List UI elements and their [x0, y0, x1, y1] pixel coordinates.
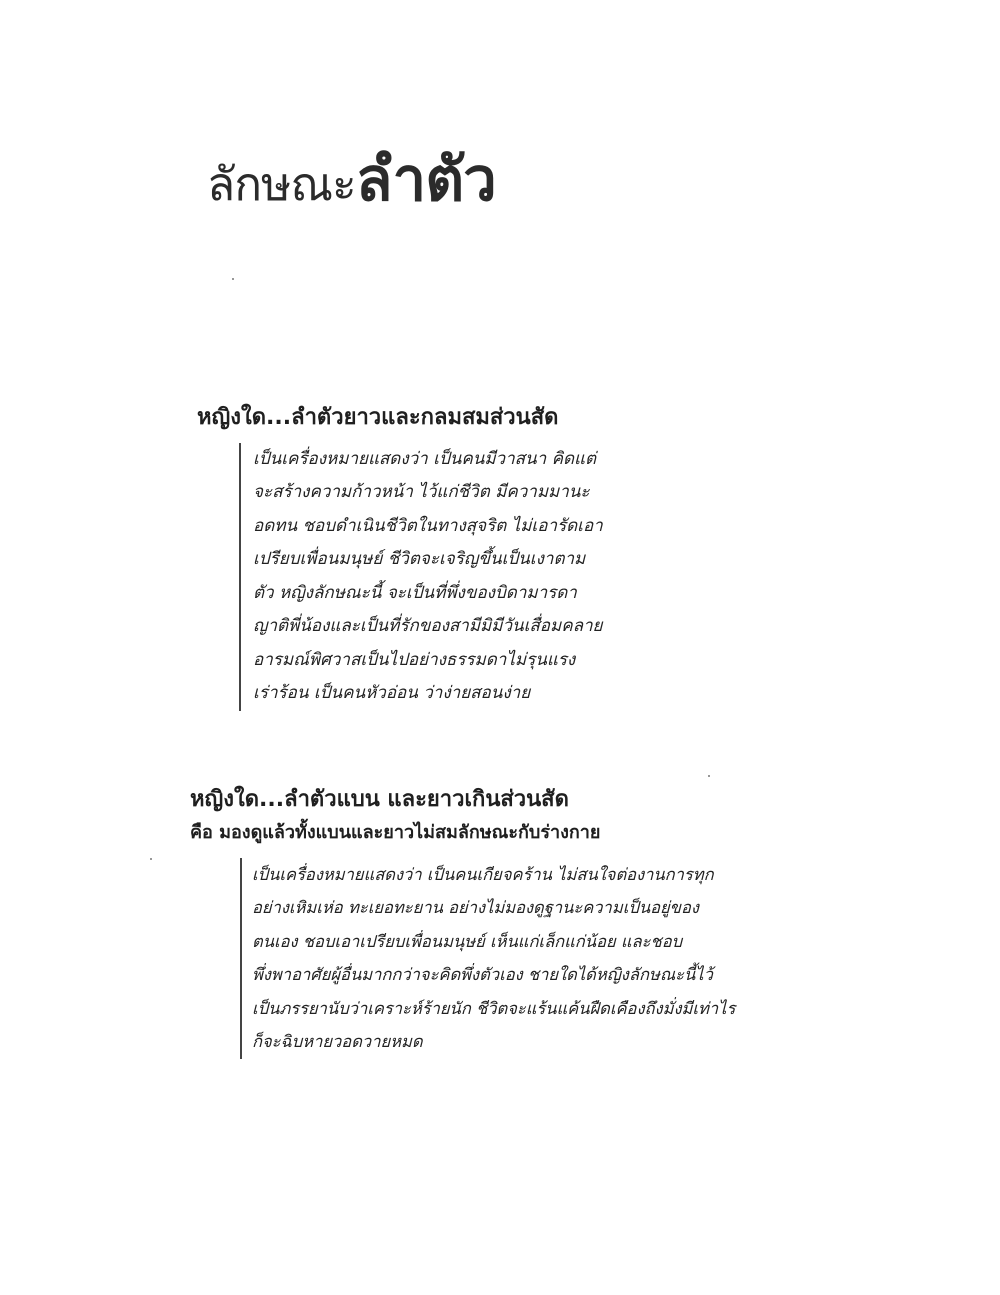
body-line: ก็จะฉิบหายวอดวายหมด [252, 1032, 423, 1052]
section-heading: หญิงใด...ลำตัวแบน และยาวเกินส่วนสัด [190, 787, 569, 812]
body-line: อารมณ์พิศวาสเป็นไปอย่างธรรมดาไม่รุนแรง [253, 649, 576, 670]
body-line: เร่าร้อน เป็นคนหัวอ่อน ว่าง่ายสอนง่าย [253, 683, 531, 704]
body-line: เป็นเครื่องหมายแสดงว่า เป็นคนมีวาสนา คิดแต่ [253, 448, 597, 469]
body-line: เป็นเครื่องหมายแสดงว่า เป็นคนเกียจคร้าน ไม่สนใจต่องานการทุก [252, 864, 714, 884]
body-line: เปรียบเพื่อนมนุษย์ ชีวิตจะเจริญขึ้นเป็นเงาตาม [253, 549, 586, 570]
section-body [239, 443, 693, 711]
body-line: อดทน ชอบดำเนินชีวิตในทางสุจริต ไม่เอารัดเอา [253, 515, 603, 536]
body-line: ตนเอง ชอบเอาเปรียบเพื่อนมนุษย์ เห็นแก่เล็กแก่น้อย และชอบ [252, 931, 683, 951]
body-line: ญาติพี่น้องและเป็นที่รักของสามีมิมีวันเสื่อมคลาย [253, 616, 603, 637]
scan-speck [150, 858, 152, 860]
section-body [240, 858, 822, 1059]
page-title [207, 145, 496, 215]
body-line: เป็นภรรยานับว่าเคราะห์ร้ายนัก ชีวิตจะแร้นแค้นฝืดเคืองถึงมั่งมีเท่าไร [252, 998, 736, 1018]
scan-speck [708, 775, 710, 777]
section-flat-long-torso [190, 786, 822, 1059]
body-line: พึ่งพาอาศัยผู้อื่นมากกว่าจะคิดพึ่งตัวเอง ชายใดได้หญิงลักษณะนี้ไว้ [252, 965, 713, 985]
section-heading: หญิงใด...ลำตัวยาวและกลมสมส่วนสัด [197, 405, 559, 430]
section-long-round-torso [197, 404, 693, 711]
scan-speck [232, 278, 234, 280]
body-line: อย่างเหิมเห่อ ทะเยอทะยาน อย่างไม่มองดูฐานะความเป็นอยู่ของ [252, 898, 699, 918]
section-subheading: คือ มองดูแล้วทั้งแบนและยาวไม่สมลักษณะกับร่างกาย [190, 821, 601, 843]
body-line: ตัว หญิงลักษณะนี้ จะเป็นที่พึ่งของบิดามารดา [253, 582, 577, 603]
page-title-main: ลำตัว [355, 145, 496, 215]
body-line: จะสร้างความก้าวหน้า ไว้แก่ชีวิต มีความมานะ [253, 482, 590, 503]
page-title-prefix: ลักษณะ [207, 157, 356, 211]
